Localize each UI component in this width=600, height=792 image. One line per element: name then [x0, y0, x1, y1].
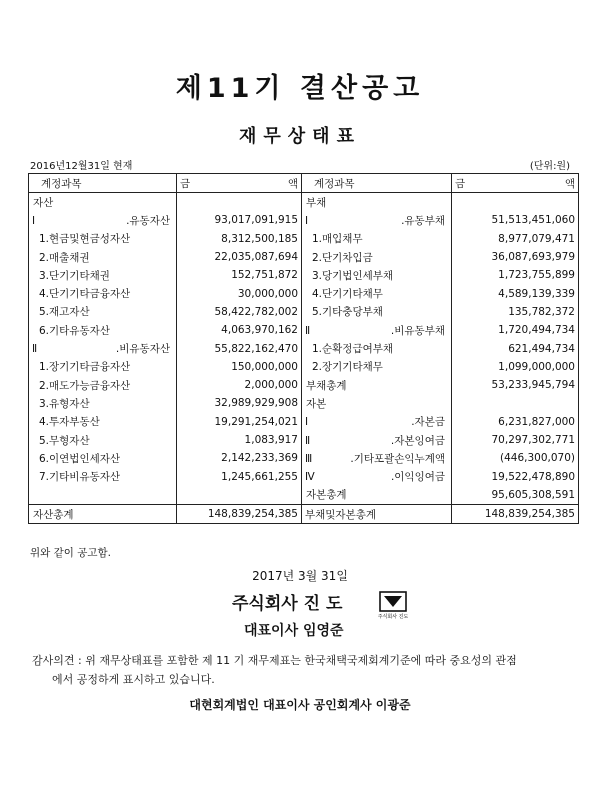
liability-equity-amount: 4,589,139,339	[452, 284, 579, 302]
asset-amount	[177, 193, 302, 212]
liability-equity-amount: 135,782,372	[452, 303, 579, 321]
publish-date: 2017년 3월 31일	[252, 569, 348, 583]
header-left-amount-a: 금	[180, 177, 191, 190]
table-row	[29, 467, 579, 485]
liability-equity-amount: 53,233,945,794	[452, 376, 579, 394]
asset-amount: 2,142,233,369	[177, 449, 302, 467]
header-right-account: 계정과목	[302, 174, 452, 193]
asset-amount: 4,063,970,162	[177, 321, 302, 339]
table-row	[29, 284, 579, 302]
header-left-amount	[177, 174, 302, 193]
asset-account-label	[29, 486, 177, 505]
header-right-amount-a: 금	[455, 177, 466, 190]
liability-equity-account-label: 2.단기차입금	[302, 248, 452, 266]
liability-equity-amount: 8,977,079,471	[452, 230, 579, 248]
asset-amount: 58,422,782,002	[177, 303, 302, 321]
liability-equity-account-label: 3.당기법인세부채	[302, 266, 452, 284]
liability-equity-account-label: Ⅰ.유동부채	[302, 211, 452, 229]
total-assets-label: 자산총계	[29, 505, 177, 524]
asset-amount: 30,000,000	[177, 284, 302, 302]
liability-equity-amount: 1,723,755,899	[452, 266, 579, 284]
header-right-amount	[452, 174, 579, 193]
company-name: 주식회사 진 도	[232, 594, 343, 614]
asset-account-label: Ⅱ.비유동자산	[29, 339, 177, 357]
liability-equity-amount: 51,513,451,060	[452, 211, 579, 229]
page-title: 제11기 결산공고	[175, 73, 425, 104]
asset-account-label: 7.기타비유동자산	[29, 467, 177, 485]
audit-line-2: 에서 공정하게 표시하고 있습니다.	[52, 673, 215, 686]
liability-equity-account-label: 1.순확정급여부채	[302, 339, 452, 357]
asset-amount: 55,822,162,470	[177, 339, 302, 357]
asset-account-label: 6.기타유동자산	[29, 321, 177, 339]
asset-account-label: 자산	[29, 193, 177, 212]
asset-account-label: 4.단기기타금융자산	[29, 284, 177, 302]
asset-account-label: 1.장기기타금융자산	[29, 358, 177, 376]
liability-equity-account-label: 부채총계	[302, 376, 452, 394]
table-row	[29, 211, 579, 229]
audit-line-1: 감사의견 : 위 재무상태표를 포함한 제 11 기 재무제표는 한국채택국제회계기준에 따라 중요성의 관점	[32, 654, 517, 667]
liability-equity-account-label: Ⅱ.비유동부채	[302, 321, 452, 339]
liability-equity-account-label: 자본총계	[302, 486, 452, 505]
asset-account-label: 5.재고자산	[29, 303, 177, 321]
asset-amount: 19,291,254,021	[177, 413, 302, 431]
asset-account-label: 5.무형자산	[29, 431, 177, 449]
as-of-date: 2016년12월31일 현재	[30, 161, 133, 172]
liability-equity-amount: 621,494,734	[452, 339, 579, 357]
ceo-name: 대표이사 임영준	[244, 623, 344, 639]
balance-sheet-table	[28, 173, 579, 524]
header-left-account: 계정과목	[29, 174, 177, 193]
asset-amount: 150,000,000	[177, 358, 302, 376]
auditor-signature: 대현회계법인 대표이사 공인회계사 이광준	[189, 698, 411, 712]
asset-amount	[177, 486, 302, 505]
table-header-row	[29, 174, 579, 193]
table-row	[29, 303, 579, 321]
asset-amount: 32,989,929,908	[177, 394, 302, 412]
header-left-amount-b: 액	[287, 177, 298, 190]
asset-account-label: 4.투자부동산	[29, 413, 177, 431]
asset-amount: 2,000,000	[177, 376, 302, 394]
liability-equity-amount: 1,720,494,734	[452, 321, 579, 339]
asset-account-label: 6.이연법인세자산	[29, 449, 177, 467]
audit-opinion	[32, 651, 592, 689]
announcement-note: 위와 같이 공고함.	[30, 547, 112, 559]
table-row	[29, 394, 579, 412]
liability-equity-account-label: 4.단기기타채무	[302, 284, 452, 302]
asset-account-label: 1.현금및현금성자산	[29, 230, 177, 248]
table-row	[29, 248, 579, 266]
liability-equity-account-label: 1.매입채무	[302, 230, 452, 248]
liability-equity-account-label: 2.장기기타채무	[302, 358, 452, 376]
liability-equity-amount	[452, 394, 579, 412]
table-row	[29, 230, 579, 248]
table-row	[29, 431, 579, 449]
asset-account-label: 2.매도가능금융자산	[29, 376, 177, 394]
total-liabilities-equity-label: 부채및자본총계	[302, 505, 452, 524]
seal-text: 주식회사 진도	[378, 614, 408, 620]
liability-equity-amount	[452, 193, 579, 212]
liability-equity-account-label: Ⅱ.자본잉여금	[302, 431, 452, 449]
liability-equity-account-label: 자본	[302, 394, 452, 412]
liability-equity-amount: (446,300,070)	[452, 449, 579, 467]
liability-equity-account-label: 부채	[302, 193, 452, 212]
header-right-amount-b: 액	[564, 177, 575, 190]
liability-equity-amount: 1,099,000,000	[452, 358, 579, 376]
asset-amount: 152,751,872	[177, 266, 302, 284]
asset-amount: 1,083,917	[177, 431, 302, 449]
liability-equity-account-label: Ⅰ.자본금	[302, 413, 452, 431]
table-row	[29, 321, 579, 339]
table-row	[29, 339, 579, 357]
company-seal-logo	[378, 590, 408, 620]
total-row	[29, 505, 579, 524]
asset-account-label: Ⅰ.유동자산	[29, 211, 177, 229]
table-row	[29, 266, 579, 284]
balance-sheet-body	[29, 174, 579, 524]
liability-equity-amount: 36,087,693,979	[452, 248, 579, 266]
asset-account-label: 3.단기기타채권	[29, 266, 177, 284]
table-row	[29, 413, 579, 431]
asset-account-label: 2.매출채권	[29, 248, 177, 266]
asset-amount: 8,312,500,185	[177, 230, 302, 248]
liability-equity-account-label: 5.기타충당부채	[302, 303, 452, 321]
total-liabilities-equity-amount: 148,839,254,385	[452, 505, 579, 524]
liability-equity-amount: 6,231,827,000	[452, 413, 579, 431]
asset-amount: 93,017,091,915	[177, 211, 302, 229]
table-row	[29, 358, 579, 376]
liability-equity-amount: 70,297,302,771	[452, 431, 579, 449]
table-row	[29, 376, 579, 394]
asset-amount: 22,035,087,694	[177, 248, 302, 266]
liability-equity-amount: 19,522,478,890	[452, 467, 579, 485]
asset-account-label: 3.유형자산	[29, 394, 177, 412]
liability-equity-amount: 95,605,308,591	[452, 486, 579, 505]
liability-equity-account-label: Ⅲ.기타포괄손익누계액	[302, 449, 452, 467]
table-row	[29, 193, 579, 212]
table-row	[29, 449, 579, 467]
table-row	[29, 486, 579, 505]
unit-label: (단위:원)	[529, 161, 570, 172]
asset-amount: 1,245,661,255	[177, 467, 302, 485]
total-assets-amount: 148,839,254,385	[177, 505, 302, 524]
statement-title: 재무상태표	[239, 126, 361, 147]
liability-equity-account-label: Ⅳ.이익잉여금	[302, 467, 452, 485]
